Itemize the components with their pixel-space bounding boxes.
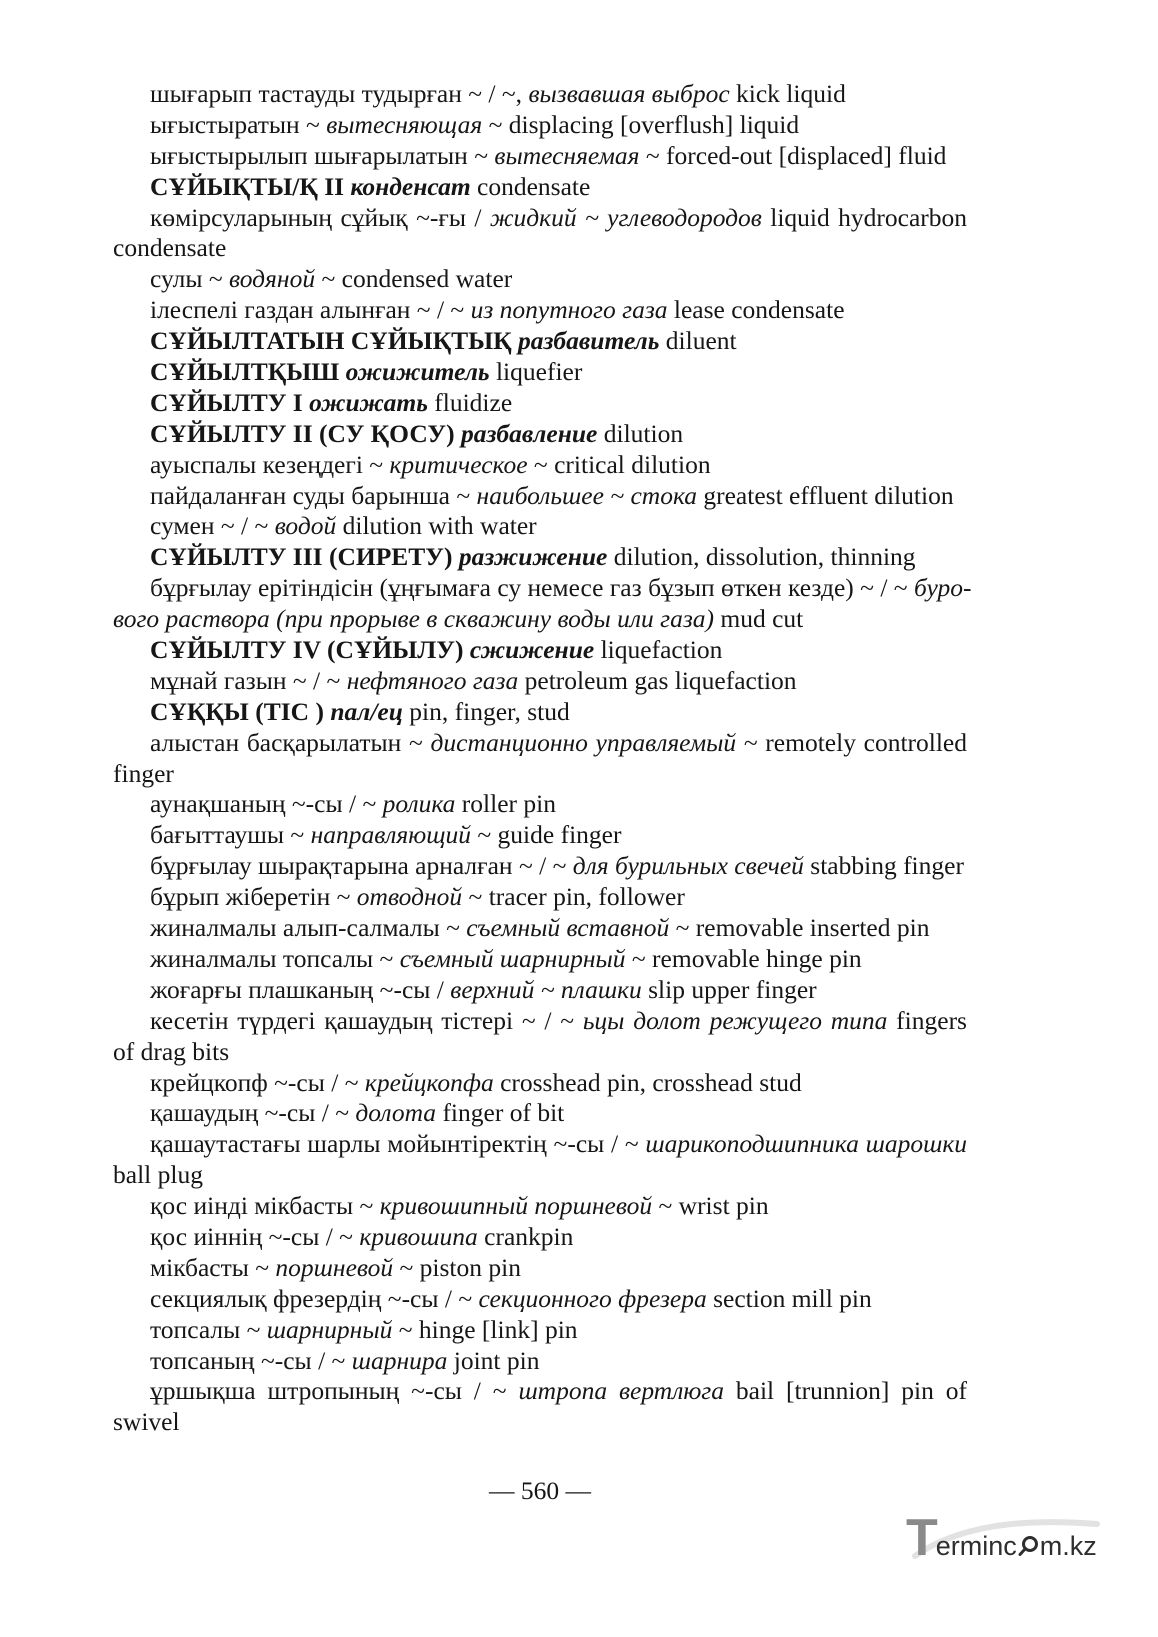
entry-text: кесетін түрдегі қашаудың тістері ~ / ~ — [150, 1005, 583, 1035]
russian-headword: пал/ец — [330, 696, 403, 726]
subentry — [113, 481, 967, 512]
russian-equivalent: крейцкопфа — [364, 1067, 494, 1097]
entry-text: condensate — [470, 171, 591, 201]
entry-text: секциялық фрезердің ~-сы / ~ — [150, 1283, 479, 1313]
entry-text: қашаудың ~-сы / ~ — [150, 1098, 356, 1128]
russian-equivalent: жидкий ~ углеводородов — [489, 202, 762, 232]
entry-line — [113, 666, 967, 697]
subentry — [113, 882, 967, 913]
russian-equivalent: водяной — [229, 264, 316, 294]
russian-equivalent: наибольшее ~ стока — [476, 480, 697, 510]
entry-line — [113, 913, 967, 944]
russian-equivalent: буро- — [913, 573, 972, 603]
entry-list — [113, 79, 972, 1438]
entry-continuation-line — [113, 759, 967, 790]
entry-text: swivel — [113, 1407, 180, 1437]
subentry — [113, 573, 972, 635]
russian-equivalent: вызвавшая выброс — [528, 79, 730, 108]
subentry — [113, 1376, 967, 1438]
entry-text: бұрғылау ерітіндісін (ұңғымаға су немесе газ бұзып өткен кезде) ~ / ~ — [150, 573, 914, 603]
entry-text: ~ displacing [overflush] liquid — [482, 109, 800, 139]
entry-text: сумен ~ / ~ — [150, 511, 275, 541]
entry-text: greatest effluent dilution — [696, 480, 954, 510]
subentry — [113, 79, 967, 110]
entry-text: ауыспалы кезеңдегі ~ — [150, 449, 390, 479]
subentry — [113, 1068, 967, 1099]
russian-headword: разбавление — [460, 418, 598, 448]
russian-equivalent: направляющий — [310, 820, 471, 850]
russian-equivalent: кривошипный поршневой — [379, 1191, 653, 1221]
subentry — [113, 789, 967, 820]
entry-text: ~ condensed water — [315, 264, 513, 294]
russian-equivalent: шарикоподшипника шарошки — [645, 1129, 967, 1159]
russian-equivalent: для бурильных свечей — [572, 851, 804, 881]
headword: СҰЙЫЛТУ II (СУ ҚОСУ) — [150, 418, 461, 448]
subentry — [113, 975, 967, 1006]
subentry — [113, 1006, 967, 1068]
entry-continuation-line — [113, 1160, 967, 1191]
entry-continuation-line — [113, 233, 967, 264]
entry-text: liquid hydrocarbon — [761, 202, 967, 232]
entry-text: crankpin — [477, 1221, 574, 1251]
russian-headword: сжижение — [469, 635, 595, 665]
entry-text: ілеспелі газдан алынған ~ / ~ — [150, 295, 471, 325]
subentry — [113, 728, 967, 790]
entry-line — [113, 141, 967, 172]
russian-equivalent: поршневой — [275, 1252, 394, 1282]
russian-headword: конденсат — [350, 171, 471, 201]
headword: СҰЙЫЛТУ I — [150, 387, 310, 417]
subentry — [113, 944, 967, 975]
entry-text: petroleum gas liquefaction — [518, 665, 797, 695]
subentry — [113, 450, 967, 481]
entry-line — [113, 450, 967, 481]
subentry — [113, 913, 967, 944]
entry-text: сулы ~ — [150, 264, 230, 294]
russian-equivalent: верхний ~ плашки — [450, 974, 642, 1004]
entry-text: lease condensate — [667, 295, 845, 325]
russian-equivalent: штропа вертлюга — [518, 1376, 724, 1406]
subentry — [113, 1191, 967, 1222]
entry-text: ~ removable hinge pin — [625, 943, 862, 973]
russian-equivalent: вытесняющая — [326, 109, 483, 139]
entry-line — [113, 573, 972, 604]
subentry — [113, 1098, 967, 1129]
russian-equivalent: дистанционно управляемый — [430, 727, 737, 757]
entry-text: dilution with water — [336, 511, 537, 541]
entry-line — [113, 542, 967, 573]
entry-text: жоғарғы плашканың ~-сы / — [150, 974, 451, 1004]
headword-entry — [113, 326, 967, 357]
entry-text: crosshead pin, crosshead stud — [493, 1067, 802, 1097]
headword-entry — [113, 357, 967, 388]
subentry — [113, 1284, 967, 1315]
russian-headword: разбавитель — [517, 326, 660, 356]
headword-entry — [113, 419, 967, 450]
entry-text: ball plug — [113, 1160, 203, 1190]
entry-text: мұнай газын ~ / ~ — [150, 665, 347, 695]
russian-equivalent: съемный шарнирный — [399, 943, 626, 973]
headword: СҰЙЫЛТУ III (СИРЕТУ) — [150, 542, 459, 572]
entry-text: ~ forced-out [displaced] fluid — [639, 140, 947, 170]
subentry — [113, 264, 967, 295]
entry-line — [113, 264, 967, 295]
entry-text: of drag bits — [113, 1036, 230, 1066]
entry-line — [113, 357, 967, 388]
entry-line — [113, 1191, 967, 1222]
entry-line — [113, 944, 967, 975]
subentry — [113, 1346, 967, 1377]
entry-text: жиналмалы алып-салмалы ~ — [150, 913, 467, 943]
entry-text: көмірсуларының сұйық ~-ғы / — [150, 202, 490, 232]
entry-text: аунақшаның ~-сы / ~ — [150, 789, 383, 819]
magnifier-icon — [1018, 1535, 1039, 1560]
entry-line — [113, 1315, 967, 1346]
entry-line — [113, 975, 967, 1006]
russian-equivalent: нефтяного газа — [346, 665, 519, 695]
entry-text: finger of bit — [436, 1098, 565, 1128]
subentry — [113, 295, 967, 326]
entry-line — [113, 1098, 967, 1129]
entry-text: stabbing finger — [803, 851, 964, 881]
entry-text: топсаның ~-сы / ~ — [150, 1345, 352, 1375]
headword-entry — [113, 635, 967, 666]
entry-text: liquefier — [489, 357, 583, 387]
entry-text: бағыттаушы ~ — [150, 820, 311, 850]
entry-line — [113, 203, 967, 234]
subentry — [113, 1129, 967, 1191]
entry-text: ығыстырылып шығарылатын ~ — [150, 140, 495, 170]
headword-entry — [113, 172, 967, 203]
russian-equivalent: кривошипа — [359, 1221, 478, 1251]
entry-text: fluidize — [427, 387, 513, 417]
entry-text: diluent — [659, 326, 737, 356]
entry-text: ~ remotely controlled — [736, 727, 968, 757]
entry-line — [113, 820, 967, 851]
entry-line — [113, 388, 967, 419]
subentry — [113, 666, 967, 697]
headword-entry — [113, 388, 967, 419]
subentry — [113, 1222, 967, 1253]
headword: СҰЙЫЛТҚЫШ — [150, 357, 346, 387]
headword-entry — [113, 697, 967, 728]
entry-line — [113, 635, 967, 666]
entry-line — [113, 1284, 967, 1315]
entry-text: ұршықша штропының ~-сы / ~ — [150, 1376, 519, 1406]
entry-text: ~ hinge [link] pin — [392, 1314, 578, 1344]
entry-text: mud cut — [714, 604, 804, 634]
entry-text: мікбасты ~ — [150, 1252, 276, 1282]
logo-text-start: erminc — [935, 1531, 1017, 1561]
entry-text: ~ critical dilution — [527, 449, 711, 479]
entry-text: ~ piston pin — [393, 1252, 521, 1282]
entry-line — [113, 419, 967, 450]
entry-line — [113, 789, 967, 820]
entry-text: ~ removable inserted pin — [669, 913, 930, 943]
entry-text: бұрғылау шырақтарына арналған ~ / ~ — [150, 851, 573, 881]
entry-continuation-line — [113, 1407, 967, 1438]
entry-line — [113, 295, 967, 326]
site-watermark-logo — [906, 1509, 1097, 1567]
entry-text: ~ tracer pin, follower — [462, 882, 685, 912]
russian-equivalent: долота — [355, 1098, 437, 1128]
russian-equivalent: секционного фрезера — [478, 1283, 707, 1313]
logo-text-end: m.kz — [1039, 1531, 1097, 1561]
entry-line — [113, 511, 967, 542]
russian-equivalent: вытесняемая — [494, 140, 640, 170]
entry-text: бұрып жіберетін ~ — [150, 882, 357, 912]
russian-headword: разжижение — [458, 542, 608, 572]
headword: СҰЙЫЛТУ IV (СҰЙЫЛУ) — [150, 635, 470, 665]
entry-text: алыстан басқарылатын ~ — [150, 727, 431, 757]
entry-text: kick liquid — [729, 79, 846, 108]
entry-line — [113, 1068, 967, 1099]
entry-line — [113, 1253, 967, 1284]
entry-line — [113, 1346, 967, 1377]
entry-line — [113, 79, 967, 110]
entry-continuation-line — [113, 1037, 967, 1068]
subentry — [113, 110, 967, 141]
headword: СҰЙЫЛТАТЫН СҰЙЫҚТЫҚ — [150, 326, 518, 356]
entry-text: dilution, dissolution, thinning — [607, 542, 916, 572]
logo-initial: T — [906, 1509, 936, 1567]
subentry — [113, 511, 967, 542]
russian-equivalent: ьцы долот режущего типа — [582, 1005, 888, 1035]
entry-text: section mill pin — [706, 1283, 872, 1313]
entry-text: condensate — [113, 233, 227, 263]
russian-headword: ожижитель — [345, 357, 490, 387]
subentry — [113, 203, 967, 265]
entry-text: joint pin — [447, 1345, 540, 1375]
headword: СҰЙЫҚТЫ/Қ II — [150, 171, 351, 201]
entry-text: жиналмалы топсалы ~ — [150, 943, 400, 973]
entry-text: slip upper finger — [641, 974, 817, 1004]
entry-text: liquefaction — [594, 635, 723, 665]
entry-text: топсалы ~ — [150, 1314, 267, 1344]
russian-equivalent: критическое — [389, 449, 528, 479]
russian-equivalent: вого раствора (при прорыве в скважину воды или газа) — [113, 604, 715, 634]
entry-text: крейцкопф ~-сы / ~ — [150, 1067, 365, 1097]
entry-line — [113, 326, 967, 357]
russian-headword: ожижать — [309, 387, 428, 417]
subentry — [113, 1253, 967, 1284]
entry-line — [113, 882, 967, 913]
russian-equivalent: отводной — [356, 882, 463, 912]
entry-text: bail [trunnion] pin of — [724, 1376, 967, 1406]
subentry — [113, 820, 967, 851]
entry-text: roller pin — [455, 789, 556, 819]
page-number: — 560 — — [489, 1476, 591, 1505]
russian-equivalent: ролика — [382, 789, 456, 819]
entry-text: пайдаланған суды барынша ~ — [150, 480, 477, 510]
entry-text: pin, finger, stud — [402, 696, 570, 726]
russian-equivalent: из попутного газа — [470, 295, 668, 325]
entry-text: қос иіннің ~-сы / ~ — [150, 1221, 360, 1251]
subentry — [113, 851, 967, 882]
subentry — [113, 141, 967, 172]
subentry — [113, 1315, 967, 1346]
entry-line — [113, 697, 967, 728]
russian-equivalent: шарнирный — [266, 1314, 393, 1344]
entry-text: dilution — [597, 418, 684, 448]
russian-equivalent: съемный вставной — [466, 913, 670, 943]
entry-line — [113, 481, 967, 512]
entry-line — [113, 728, 967, 759]
entry-text: ~ wrist pin — [652, 1191, 769, 1221]
entry-line — [113, 1376, 967, 1407]
entry-line — [113, 172, 967, 203]
entry-line — [113, 1006, 967, 1037]
entry-text: ығыстыратын ~ — [150, 109, 327, 139]
russian-equivalent: водой — [274, 511, 337, 541]
entry-text: қос иінді мікбасты ~ — [150, 1191, 380, 1221]
entry-line — [113, 110, 967, 141]
entry-line — [113, 851, 967, 882]
entry-continuation-line — [113, 604, 967, 635]
entry-text: шығарып тастауды тудырған ~ / ~, — [150, 79, 529, 108]
entry-text: finger — [113, 758, 174, 788]
headword-entry — [113, 542, 967, 573]
entry-line — [113, 1222, 967, 1253]
entry-line — [113, 1129, 967, 1160]
headword: СҰҚҚЫ (ТІС ) — [150, 696, 331, 726]
entry-text: ~ guide finger — [471, 820, 622, 850]
russian-equivalent: шарнира — [351, 1345, 448, 1375]
entry-text: қашаутастағы шарлы мойынтіректің ~-сы / ~ — [150, 1129, 646, 1159]
entry-text: fingers — [887, 1005, 967, 1035]
